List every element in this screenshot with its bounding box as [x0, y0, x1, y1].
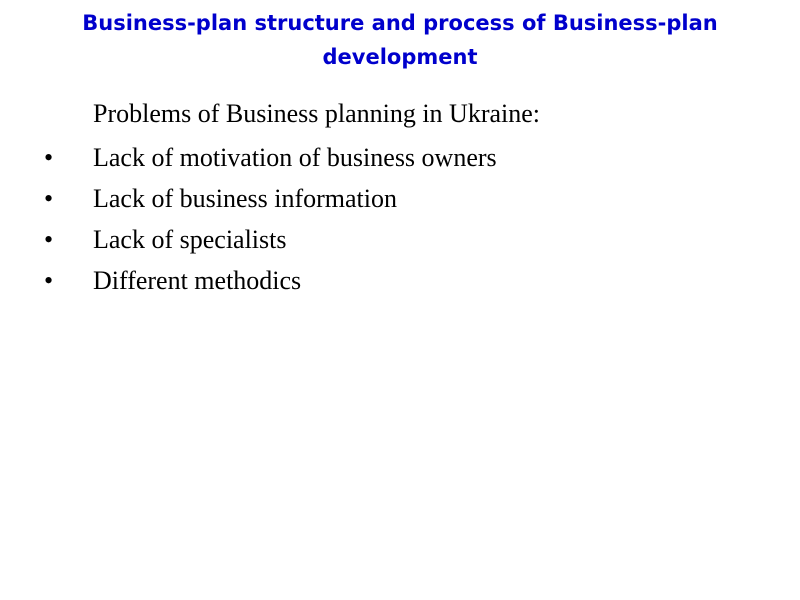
bullet-icon: • [44, 143, 54, 172]
list-item-text: Different methodics [93, 266, 302, 295]
intro-text: Problems of Business planning in Ukraine: [93, 99, 541, 128]
slide-title: Business-plan structure and process of Business-plan development [82, 11, 718, 69]
list-item-text: Lack of specialists [93, 225, 287, 254]
bullet-icon: • [44, 184, 54, 213]
bullet-icon: • [44, 266, 54, 295]
list-item-text: Lack of business information [93, 184, 397, 213]
bullet-icon: • [44, 225, 54, 254]
list-item-text: Lack of motivation of business owners [93, 143, 497, 172]
